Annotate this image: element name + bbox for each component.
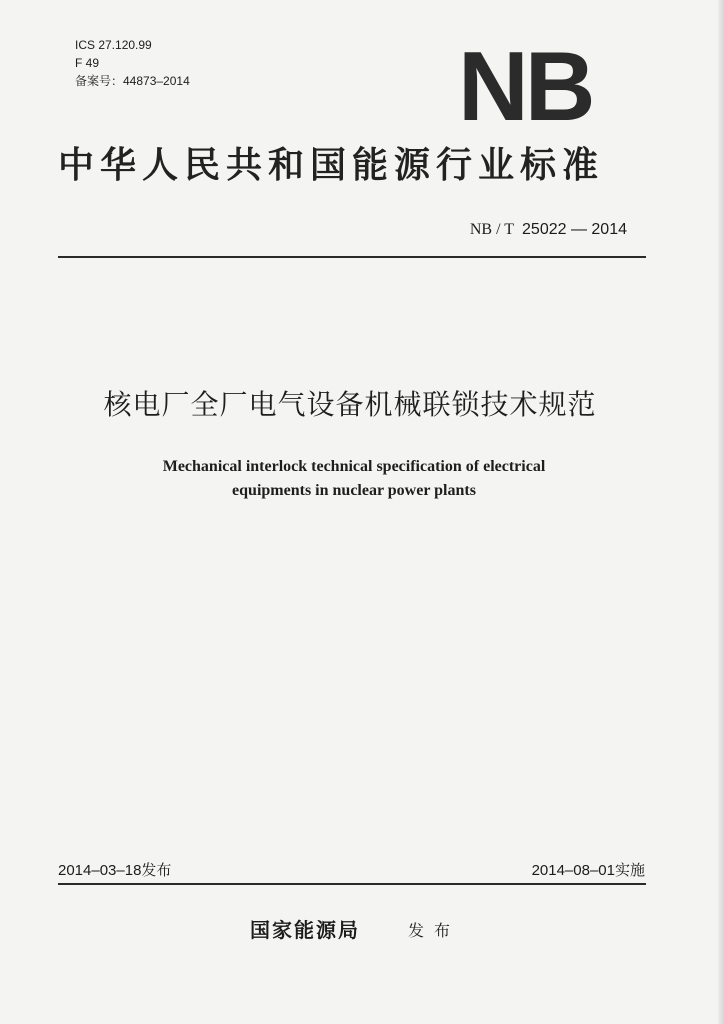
document-title-cn: 核电厂全厂电气设备机械联锁技术规范 <box>103 388 597 421</box>
bottom-divider <box>58 883 646 885</box>
standard-number-value: 25022 — 2014 <box>522 221 627 238</box>
document-title-en-line1: Mechanical interlock technical specification of electrical <box>162 458 546 475</box>
nb-logo: NB <box>458 31 592 141</box>
effective-date: 2014–08–01实施 <box>531 862 645 879</box>
issue-date: 2014–03–18发布 <box>58 862 172 879</box>
standard-number-prefix: NB / T <box>469 221 515 238</box>
record-number: 备案号：44873–2014 <box>75 74 190 88</box>
ics-code: ICS 27.120.99 <box>75 38 152 52</box>
standard-type-title: 中华人民共和国能源行业标准 <box>58 144 605 186</box>
top-divider <box>58 256 646 258</box>
document-title-en-line2: equipments in nuclear power plants <box>232 482 476 499</box>
issuer-action: 发布 <box>408 921 461 940</box>
classification-code: F 49 <box>75 56 100 70</box>
page-edge-shadow <box>718 0 724 1024</box>
standard-number <box>470 220 627 240</box>
issuer-name: 国家能源局 <box>250 918 360 942</box>
